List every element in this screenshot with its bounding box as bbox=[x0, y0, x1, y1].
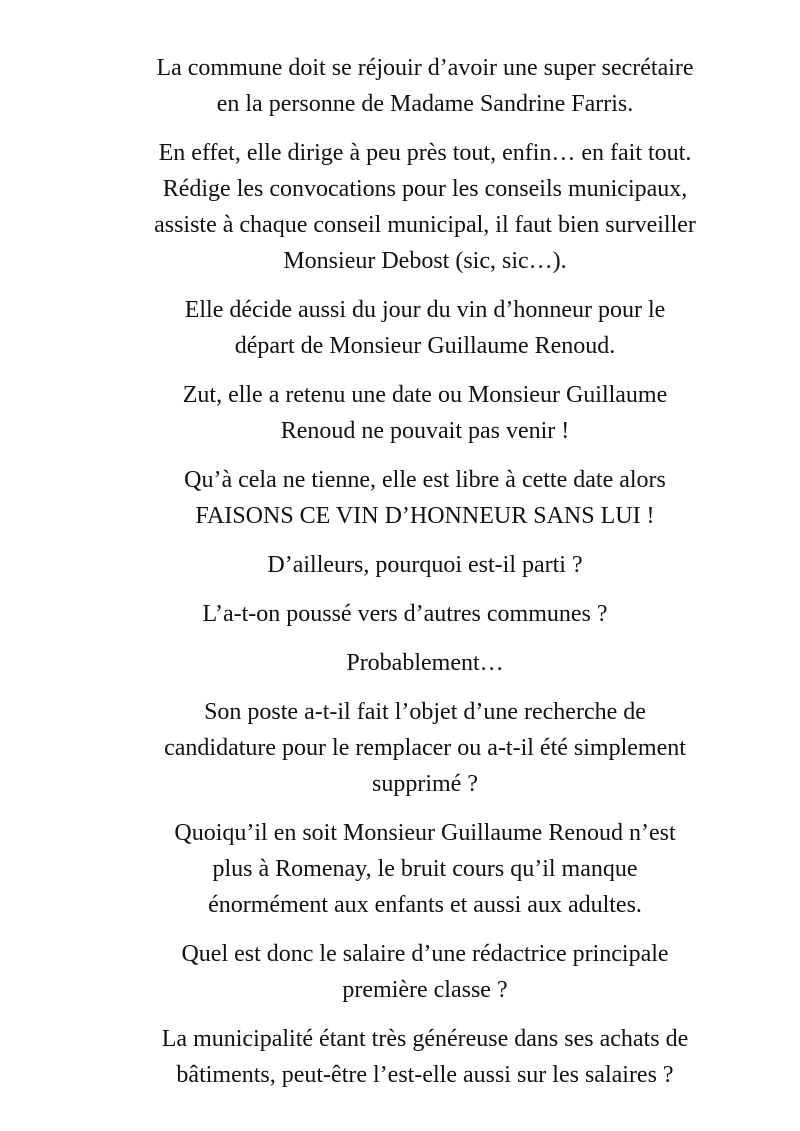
text-line: bâtiments, peut-être l’est-elle aussi sur les salaires ? bbox=[176, 1062, 674, 1088]
text-line: La commune doit se réjouir d’avoir une super secrétaire bbox=[156, 55, 694, 81]
document-body bbox=[100, 50, 750, 1106]
text-line: Elle décide aussi du jour du vin d’honneur pour le bbox=[184, 297, 666, 323]
paragraph-position-question bbox=[100, 694, 750, 802]
text-line: Probablement… bbox=[346, 650, 504, 676]
paragraph-generosity bbox=[100, 1021, 750, 1093]
text-line: assiste à chaque conseil municipal, il faut bien surveiller bbox=[154, 212, 696, 238]
text-line: première classe ? bbox=[342, 977, 508, 1003]
text-line: Monsieur Debost (sic, sic…). bbox=[283, 248, 567, 274]
paragraph-salary-question bbox=[100, 936, 750, 1008]
text-line: D’ailleurs, pourquoi est-il parti ? bbox=[267, 552, 583, 578]
paragraph-without-him bbox=[100, 462, 750, 534]
text-line: En effet, elle dirige à peu près tout, enfin… en fait tout. bbox=[158, 140, 692, 166]
text-line: énormément aux enfants et aussi aux adultes. bbox=[208, 892, 642, 918]
paragraph-why-left bbox=[100, 547, 750, 583]
text-line: L’a-t-on poussé vers d’autres communes ? bbox=[202, 601, 608, 627]
text-line: Son poste a-t-il fait l’objet d’une recherche de bbox=[204, 699, 646, 725]
paragraph-reception-date bbox=[100, 292, 750, 364]
text-line: La municipalité étant très généreuse dans ses achats de bbox=[161, 1026, 689, 1052]
paragraph-probably bbox=[100, 645, 750, 681]
text-line: Quoiqu’il en soit Monsieur Guillaume Renoud n’est bbox=[174, 820, 676, 846]
text-line: Quel est donc le salaire d’une rédactrice principale bbox=[181, 941, 669, 967]
paragraph-pushed-away bbox=[100, 596, 750, 632]
paragraph-secretary-intro bbox=[100, 50, 750, 122]
text-line: candidature pour le remplacer ou a-t-il été simplement bbox=[164, 735, 686, 761]
paragraph-date-conflict bbox=[100, 377, 750, 449]
text-line: Renoud ne pouvait pas venir ! bbox=[280, 418, 570, 444]
text-line: FAISONS CE VIN D’HONNEUR SANS LUI ! bbox=[195, 503, 655, 529]
text-line: supprimé ? bbox=[372, 771, 478, 797]
text-line: Zut, elle a retenu une date ou Monsieur Guillaume bbox=[182, 382, 668, 408]
text-line: Rédige les convocations pour les conseils municipaux, bbox=[162, 176, 688, 202]
text-line: plus à Romenay, le bruit cours qu’il manque bbox=[212, 856, 638, 882]
text-line: en la personne de Madame Sandrine Farris. bbox=[216, 91, 634, 117]
text-line: Qu’à cela ne tienne, elle est libre à cette date alors bbox=[184, 467, 666, 493]
paragraph-missed bbox=[100, 815, 750, 923]
text-line: départ de Monsieur Guillaume Renoud. bbox=[234, 333, 616, 359]
paragraph-duties bbox=[100, 135, 750, 279]
